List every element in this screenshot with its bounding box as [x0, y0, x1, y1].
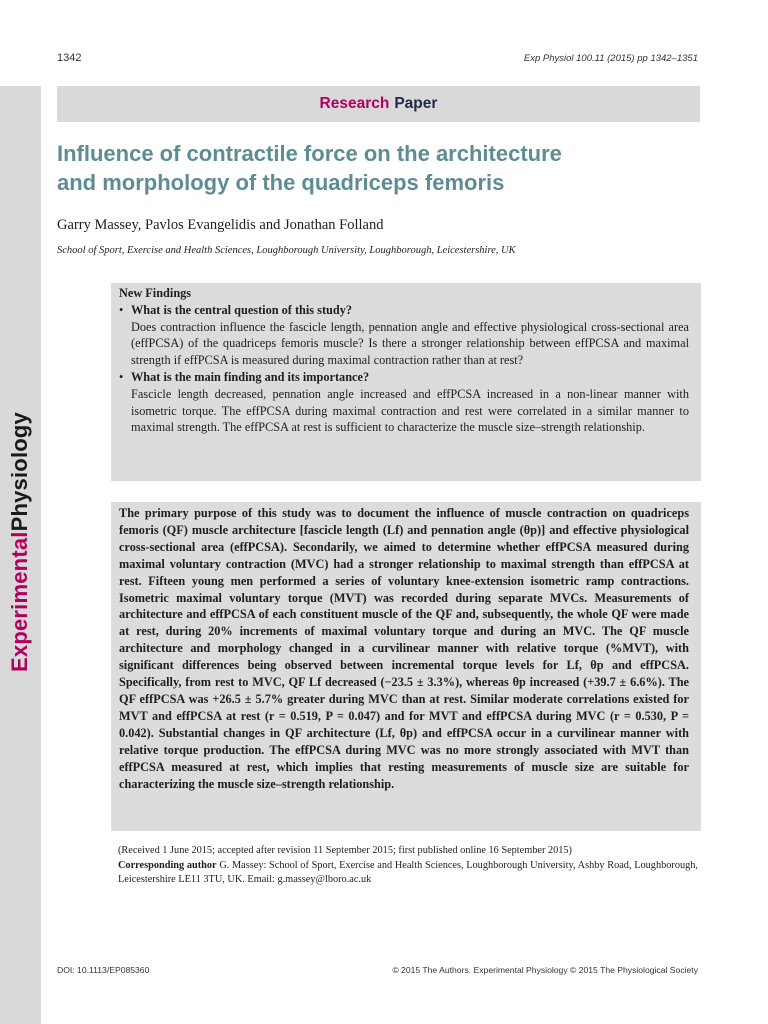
journal-side-title: ExperimentalPhysiology: [7, 412, 32, 672]
bullet-icon: •: [119, 302, 124, 317]
title-line-2: and morphology of the quadriceps femoris: [57, 170, 505, 195]
title-line-1: Influence of contractile force on the architecture: [57, 141, 562, 166]
page-number: 1342: [57, 52, 82, 64]
copyright: © 2015 The Authors. Experimental Physiology © 2015 The Physiological Society: [392, 965, 698, 975]
finding-answer-2: Fascicle length decreased, pennation angle increased and effPCSA increased in a non-linear manner with isometric torque. The effPCSA during maximal contraction and rest were correlated in a similar manner to maximal strength. The effPCSA at rest is sufficient to characterize the muscle size–strength relationship.: [131, 386, 689, 435]
article-notes: [118, 844, 698, 888]
corresponding-author: Corresponding author G. Massey: School of Sport, Exercise and Health Sciences, Loughborough University, Ashby Road, Loughborough, Leicestershire LE11 3TU, UK. Email: g.massey@lboro.ac.uk: [118, 859, 698, 885]
doi: DOI: 10.1113/EP085360: [57, 965, 150, 975]
bullet-icon: •: [119, 369, 124, 384]
abstract: The primary purpose of this study was to document the influence of muscle contraction on quadriceps femoris (QF) muscle architecture [fascicle length (Lf) and pennation angle (θp)] and effective physiological cross-sectional area (effPCSA). Secondarily, we aimed to determine whether effPCSA measured during maximal voluntary contraction (MVC) had a stronger relationship to maximal strength than effPCSA at rest. Fifteen young men performed a series of voluntary knee-extension isometric ramp contractions. Isometric maximal voluntary torque (MVT) was recorded during separate MVCs. Measurements of architecture and effPCSA of each constituent muscle of the QF and, subsequently, the whole QF were made at rest, during 20% increments of maximal voluntary torque and during an MVC. The QF muscle architecture and morphology changed in a curvilinear manner with relative torque (%MVT), with significant differences being observed between incremental torque levels for Lf, θp and effPCSA. Specifically, from rest to MVC, QF Lf decreased (−23.5 ± 3.3%), whereas θp increased (+39.7 ± 6.6%). The QF effPCSA was +26.5 ± 5.7% greater during MVC than at rest. Similar moderate correlations existed for MVT and effPCSA at rest (r = 0.519, P = 0.047) and for MVT and effPCSA during MVC (r = 0.530, P = 0.042). Substantial changes in QF architecture (Lf, θp) and effPCSA occur in a curvilinear manner with relative torque production. The effPCSA during MVC was no more strongly associated with MVT than effPCSA measured at rest, which implies that resting measurements of muscle size are suitable for characterizing the muscle size–strength relationship.: [111, 502, 701, 831]
new-findings-box: [111, 283, 701, 481]
finding-question-1: • What is the central question of this study?: [119, 302, 353, 317]
article-type-word1: Research: [319, 95, 390, 112]
article-type-bar: [57, 86, 700, 122]
new-findings-heading: New Findings: [119, 286, 192, 300]
authors: Garry Massey, Pavlos Evangelidis and Jonathan Folland: [57, 217, 384, 233]
article-type-word2: Paper: [394, 95, 438, 112]
affiliation: School of Sport, Exercise and Health Sciences, Loughborough University, Loughborough, Leicestershire, UK: [57, 245, 516, 256]
received-dates: (Received 1 June 2015; accepted after revision 11 September 2015; first published online 16 September 2015): [118, 845, 572, 856]
article-title: [57, 139, 697, 197]
journal-reference: Exp Physiol 100.11 (2015) pp 1342–1351: [523, 53, 698, 64]
finding-answer-1: Does contraction influence the fascicle length, pennation angle and effective physiological cross-sectional area (effPCSA) of the quadriceps femoris muscle? Is there a stronger relationship between effPCSA and maximal strength if effPCSA is measured during maximal contraction rather than at rest?: [131, 319, 689, 368]
finding-question-2: • What is the main finding and its importance?: [119, 369, 370, 384]
